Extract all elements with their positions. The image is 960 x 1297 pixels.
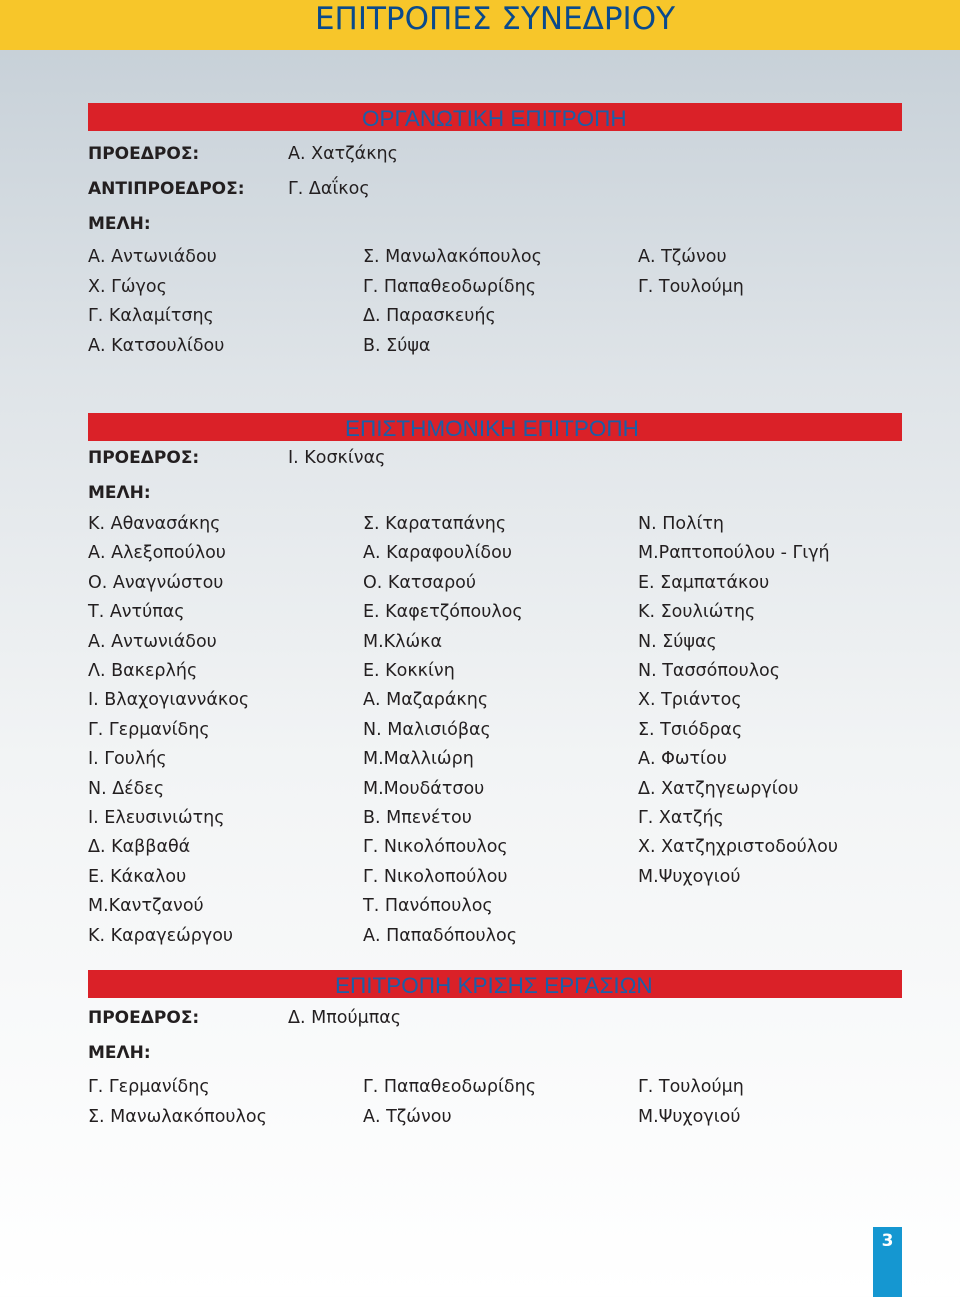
member-name: Μ.Ψυχογιού <box>638 866 741 887</box>
member-name: Α. Τζώνου <box>363 1106 452 1127</box>
member-name: Ν. Δέδες <box>88 778 165 799</box>
review-president-name: Δ. Μπούμπας <box>288 1008 402 1028</box>
member-name: Τ. Πανόπουλος <box>363 896 493 917</box>
organizing-committee-title: ΟΡΓΑΝΩΤΙΚΗ ΕΠΙΤΡΟΠΗ <box>362 106 627 131</box>
member-name: Δ. Χατζηγεωργίου <box>638 778 799 799</box>
member-name: Σ. Τσιόδρας <box>638 719 743 740</box>
member-name: Ε. Καφετζόπουλος <box>363 602 523 623</box>
review-members-label: ΜΕΛΗ: <box>88 1043 151 1063</box>
member-name: Α. Τζώνου <box>638 247 727 267</box>
member-name: Τ. Αντύπας <box>88 602 185 623</box>
scientific-members-label: ΜΕΛΗ: <box>88 483 151 503</box>
member-name: Γ. Τουλούμη <box>638 276 744 297</box>
member-name: Μ.Ραπτοπούλου - Γιγή <box>638 543 830 564</box>
member-name: Α. Αντωνιάδου <box>88 247 217 267</box>
page-number: 3 <box>881 1231 894 1251</box>
member-name: Σ. Μανωλακόπουλος <box>88 1106 267 1127</box>
member-name: Β. Σύψα <box>363 335 431 356</box>
member-name: Χ. Χατζηχριστοδούλου <box>638 837 838 858</box>
member-name: Χ. Τριάντος <box>638 690 742 711</box>
member-name: Γ. Γερμανίδης <box>88 719 210 740</box>
member-name: Ο. Κατσαρού <box>363 572 477 593</box>
member-name: Α. Αντωνιάδου <box>88 631 217 652</box>
member-name: Μ.Κλώκα <box>363 631 442 652</box>
review-president-label: ΠΡΟΕΔΡΟΣ: <box>88 1008 200 1028</box>
organizing-president-name: Α. Χατζάκης <box>288 144 398 164</box>
member-name: Ι. Γουλής <box>88 749 167 770</box>
member-name: Μ.Καντζανού <box>88 896 204 917</box>
member-name: Α. Φωτίου <box>638 749 727 770</box>
organizing-vice-president-name: Γ. Δαΐκος <box>288 179 370 199</box>
member-name: Σ. Μανωλακόπουλος <box>363 247 542 267</box>
scientific-committee-title: ΕΠΙΣΤΗΜΟΝΙΚΗ ΕΠΙΤΡΟΠΗ <box>345 416 639 441</box>
member-name: Α. Αλεξοπούλου <box>88 543 226 564</box>
member-name: Ι. Βλαχογιαννάκος <box>88 690 250 711</box>
organizing-vice-president-label: ΑΝΤΙΠΡΟΕΔΡΟΣ: <box>88 179 245 199</box>
member-name: Κ. Σουλιώτης <box>638 602 756 623</box>
organizing-members-label: ΜΕΛΗ: <box>88 214 151 234</box>
member-name: Ο. Αναγνώστου <box>88 572 224 593</box>
member-name: Ε. Κάκαλου <box>88 866 187 887</box>
member-name: Γ. Χατζής <box>638 808 724 828</box>
member-name: Μ.Μαλλιώρη <box>363 749 474 770</box>
member-name: Ν. Τασσόπουλος <box>638 661 781 681</box>
member-name: Κ. Αθανασάκης <box>88 514 221 534</box>
member-name: Κ. Καραγεώργου <box>88 925 234 946</box>
member-name: Λ. Βακερλής <box>88 661 198 681</box>
member-name: Γ. Γερμανίδης <box>88 1077 210 1097</box>
member-name: Ε. Κοκκίνη <box>363 661 455 681</box>
member-name: Α. Κατσουλίδου <box>88 335 225 356</box>
review-committee-title: ΕΠΙΤΡΟΠΗ ΚΡΙΣΗΣ ΕΡΓΑΣΙΩΝ <box>335 973 653 998</box>
member-name: Γ. Παπαθεοδωρίδης <box>363 276 536 297</box>
page-title: ΕΠΙΤΡΟΠΕΣ ΣΥΝΕΔΡΙΟΥ <box>314 1 676 37</box>
member-name: Α. Μαζαράκης <box>363 690 489 711</box>
member-name: Γ. Καλαμίτσης <box>88 306 214 326</box>
scientific-president-name: Ι. Κοσκίνας <box>288 448 386 468</box>
member-name: Μ.Μουδάτσου <box>363 778 485 799</box>
member-name: Α. Καραφουλίδου <box>363 543 512 564</box>
organizing-president-label: ΠΡΟΕΔΡΟΣ: <box>88 144 200 164</box>
member-name: Γ. Παπαθεοδωρίδης <box>363 1077 536 1097</box>
member-name: Β. Μπενέτου <box>363 808 472 828</box>
member-name: Γ. Νικολοπούλου <box>363 866 508 887</box>
member-name: Χ. Γώγος <box>88 276 167 297</box>
member-name: Γ. Τουλούμη <box>638 1077 744 1097</box>
member-name: Γ. Νικολόπουλος <box>363 837 508 858</box>
scientific-president-label: ΠΡΟΕΔΡΟΣ: <box>88 448 200 468</box>
member-name: Ν. Σύψας <box>638 631 717 652</box>
member-name: Ν. Μαλισιόβας <box>363 719 491 740</box>
member-name: Ι. Ελευσινιώτης <box>88 808 225 828</box>
member-name: Δ. Καββαθά <box>88 837 191 858</box>
member-name: Μ.Ψυχογιού <box>638 1106 741 1127</box>
member-name: Α. Παπαδόπουλος <box>363 925 517 946</box>
member-name: Ε. Σαμπατάκου <box>638 572 770 593</box>
member-name: Ν. Πολίτη <box>638 514 724 534</box>
member-name: Δ. Παρασκευής <box>363 306 496 326</box>
member-name: Σ. Καραταπάνης <box>363 514 507 534</box>
